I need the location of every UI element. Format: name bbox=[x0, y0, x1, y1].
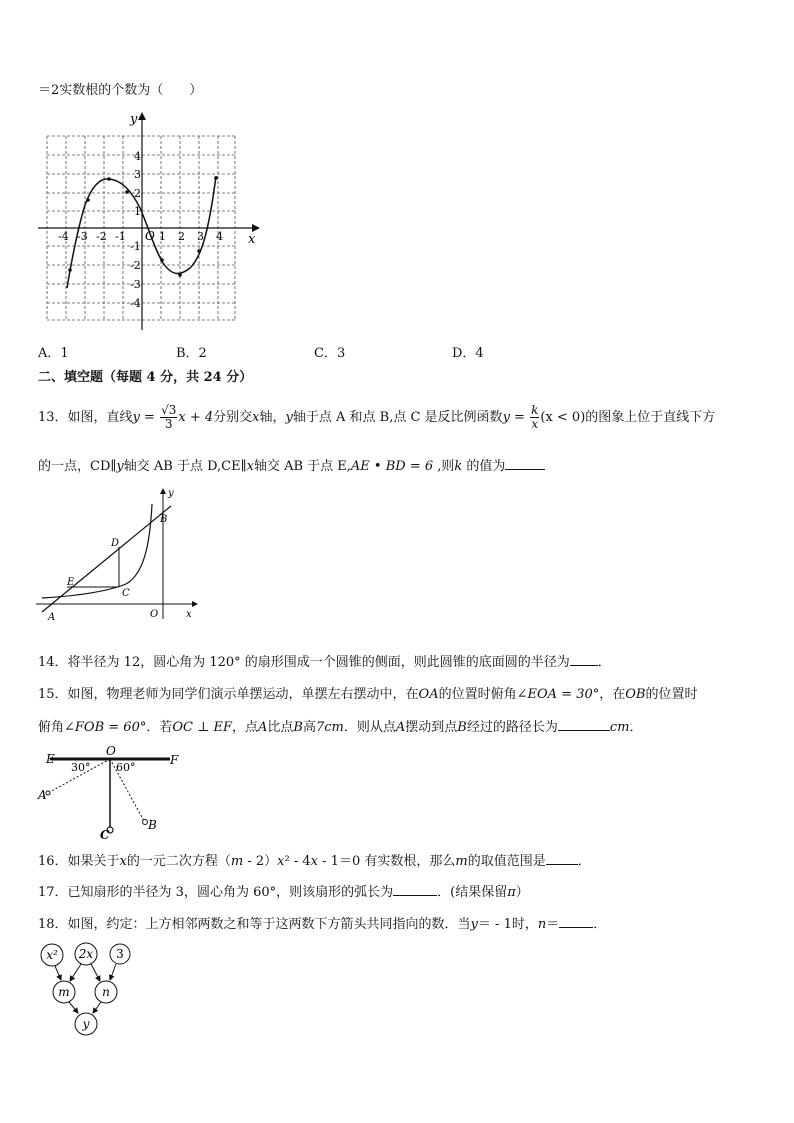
q12-ytick: 2 bbox=[134, 187, 141, 200]
q14-tail: ． bbox=[597, 655, 611, 670]
q15-unit: cm bbox=[609, 720, 630, 735]
q16-x-var: x bbox=[277, 854, 285, 869]
q15-line1 bbox=[38, 686, 698, 704]
q14-answer-blank[interactable] bbox=[570, 653, 598, 666]
q13-eq-y: y bbox=[132, 410, 140, 425]
q15-text: ．则从点 bbox=[343, 720, 396, 735]
q12-xtick: -3 bbox=[77, 230, 88, 243]
q13-eq2-cond: (x < 0) bbox=[540, 410, 586, 425]
q13-x-arrow bbox=[192, 601, 198, 607]
q18-arrow bbox=[70, 964, 81, 981]
q17-text: 17．已知扇形的半径为 3，圆心角为 60°，则该扇形的弧长为 bbox=[38, 885, 394, 900]
q13-frac1-den: 3 bbox=[164, 417, 173, 431]
q15-text: 摆动到点 bbox=[405, 720, 458, 735]
q12-xtick: 2 bbox=[178, 230, 185, 243]
q13-eq2-y: y bbox=[502, 410, 510, 425]
q12-xtick: -2 bbox=[96, 230, 107, 243]
q12-xtick: 1 bbox=[159, 230, 166, 243]
q16-text: - 4 bbox=[289, 854, 311, 869]
q13-label-d: D bbox=[111, 538, 120, 549]
q15-text: 高 bbox=[302, 720, 316, 735]
q13-text: 轴交 AB 于点 E, bbox=[253, 459, 351, 474]
q13-y-var: y bbox=[285, 410, 293, 425]
q12-y-ticks bbox=[130, 150, 141, 310]
q13-eq2-sign: = bbox=[509, 410, 530, 425]
q12-ytick: -2 bbox=[130, 259, 141, 272]
q18-label-mid1: m bbox=[58, 985, 70, 999]
q14-text: 14．将半径为 12，圆心角为 120° 的扇形围成一个圆锥的侧面，则此圆锥的底面圆的半径为 bbox=[38, 655, 570, 670]
q13-frac1 bbox=[160, 404, 177, 431]
q18-arrow bbox=[55, 966, 61, 980]
q13-frac1-num: √3 bbox=[161, 403, 177, 417]
q18-text: ＝ bbox=[546, 917, 560, 932]
q13-label-o: O bbox=[150, 609, 159, 620]
q15-point-b: B bbox=[293, 720, 303, 735]
q15-label-o: O bbox=[106, 745, 116, 758]
q15-perp: OC ⊥ EF bbox=[172, 720, 232, 735]
q13-text: 分别交 bbox=[213, 410, 253, 425]
q13-label-y: y bbox=[168, 488, 174, 499]
q18-answer-blank[interactable] bbox=[559, 915, 593, 928]
q13-eq-rest: x + 4 bbox=[178, 410, 214, 425]
q16-text: 16．如果关于 bbox=[38, 854, 120, 869]
q16-text: - 2） bbox=[243, 854, 278, 869]
q15-line2 bbox=[38, 718, 642, 737]
q12-ytick: -1 bbox=[130, 240, 141, 253]
q15-ob: OB bbox=[625, 687, 646, 702]
q12-y-label: y bbox=[130, 112, 138, 127]
q15-end: ． bbox=[629, 720, 643, 735]
q15-pendulum-figure bbox=[36, 745, 186, 840]
q13-eq-sign: = bbox=[139, 410, 160, 425]
q16-text: - 1＝0 有实数根，那么 bbox=[318, 854, 456, 869]
q13-hyperbola bbox=[42, 504, 152, 598]
q17-pi: π bbox=[507, 885, 516, 900]
q15-angle2: ∠FOB = 60° bbox=[64, 720, 147, 735]
q13-text: 的图象上位于直线下方 bbox=[585, 410, 716, 425]
q12-ytick: -3 bbox=[130, 278, 141, 291]
q15-text: ，点 bbox=[231, 720, 258, 735]
q13-text: 如图，直线 bbox=[67, 410, 133, 425]
q15-label-a: A bbox=[38, 788, 47, 802]
q15-bob-b bbox=[143, 820, 148, 825]
q13-x-var: x bbox=[246, 459, 254, 474]
q15-answer-blank[interactable] bbox=[558, 718, 610, 731]
section-title: 二、填空题（每题 4 分，共 24 分） bbox=[38, 370, 253, 385]
q12-y-arrow bbox=[138, 112, 146, 120]
q18-text: 18．如图，约定：上方相邻两数之和等于这两数下方箭头共同指向的数．当 bbox=[38, 917, 471, 932]
q12-xtick: 3 bbox=[197, 230, 204, 243]
q13-text: 的一点，CD∥ bbox=[38, 459, 117, 474]
q13-k-var: k bbox=[454, 459, 463, 474]
q13-answer-blank[interactable] bbox=[505, 457, 545, 470]
q13-label-e: E bbox=[67, 577, 75, 588]
q13-text: 轴， bbox=[259, 410, 286, 425]
q16-x-var: x bbox=[310, 854, 319, 869]
q13-frac2-den: x bbox=[531, 417, 539, 431]
q15-point-b: B bbox=[457, 720, 467, 735]
q13-text: 轴交 AB 于点 D,CE∥ bbox=[123, 459, 247, 474]
q16-x-var: x bbox=[119, 854, 127, 869]
q12-option-a[interactable]: A．1 bbox=[38, 346, 69, 361]
q15-text: ，在 bbox=[599, 687, 626, 702]
q18-label-top1: x² bbox=[46, 948, 58, 962]
q18-arrow-diagram bbox=[36, 940, 146, 1040]
q15-label-e: E bbox=[46, 752, 55, 766]
q18-label-top2: 2x bbox=[78, 947, 94, 961]
q12-origin-label: O bbox=[145, 229, 155, 243]
q15-text: 的位置时俯角 bbox=[438, 687, 517, 702]
q12-xtick: -1 bbox=[115, 230, 126, 243]
q13-condition: AE • BD = 6 bbox=[350, 459, 434, 474]
q18-label-bottom: y bbox=[82, 1017, 90, 1031]
q13-label-x: x bbox=[186, 609, 192, 620]
q12-x-arrow bbox=[252, 224, 260, 232]
q15-angle-30: 30° bbox=[71, 761, 91, 774]
q16-text: 的一元二次方程（ bbox=[126, 854, 231, 869]
q12-option-d[interactable]: D．4 bbox=[452, 346, 484, 361]
q12-option-c[interactable]: C．3 bbox=[314, 346, 346, 361]
q13-label-c: C bbox=[122, 588, 130, 599]
q18-end: ． bbox=[593, 917, 607, 932]
q12-ytick: 1 bbox=[134, 205, 141, 218]
q15-label-c: C bbox=[100, 828, 110, 840]
q18-arrow bbox=[69, 1002, 78, 1013]
q15-oa: OA bbox=[418, 687, 439, 702]
q13-num: 13． bbox=[38, 410, 68, 425]
q15-height: 7cm bbox=[315, 720, 344, 735]
q17-answer-blank[interactable] bbox=[393, 883, 437, 896]
q18-text: ＝ - 1时， bbox=[477, 917, 538, 932]
q13-frac2 bbox=[530, 404, 539, 431]
q18-arrow bbox=[91, 964, 100, 981]
q18-label-top3: 3 bbox=[116, 947, 124, 961]
q13-line1 bbox=[38, 398, 715, 438]
q12-xtick: 4 bbox=[216, 230, 223, 243]
q14-line bbox=[38, 653, 611, 672]
q15-text: 15．如图，物理老师为同学们演示单摆运动，单摆左右摆动中，在 bbox=[38, 687, 419, 702]
q16-line bbox=[38, 852, 591, 871]
q12-ytick: -4 bbox=[130, 297, 141, 310]
q15-angle1: ∠EOA = 30° bbox=[516, 687, 600, 702]
q12-options bbox=[0, 342, 794, 360]
q13-line2 bbox=[38, 457, 545, 476]
q15-text: 俯角 bbox=[38, 720, 65, 735]
q12-stem-tail: ＝2实数根的个数为（ ） bbox=[38, 83, 203, 98]
q12-option-b[interactable]: B．2 bbox=[176, 346, 207, 361]
q15-label-f: F bbox=[170, 753, 179, 767]
q17-tail: ．(结果保留 bbox=[437, 885, 508, 900]
q15-angle-60: 60° bbox=[116, 761, 136, 774]
q18-line bbox=[38, 915, 606, 934]
q13-label-b: B bbox=[160, 514, 168, 525]
q16-answer-blank[interactable] bbox=[546, 852, 578, 865]
q13-y-var: y bbox=[116, 459, 124, 474]
q18-n-var: n bbox=[537, 917, 547, 932]
q12-ytick: 4 bbox=[134, 150, 141, 163]
q13-figure bbox=[36, 484, 206, 624]
q16-end: ． bbox=[577, 854, 591, 869]
q13-x-var: x bbox=[252, 410, 260, 425]
q13-label-a: A bbox=[48, 612, 56, 623]
q16-text: 的取值范围是 bbox=[467, 854, 546, 869]
q15-text: ．若 bbox=[146, 720, 173, 735]
q13-frac2-num: k bbox=[531, 403, 539, 417]
q13-text: 的值为 bbox=[462, 459, 506, 474]
q13-text: 轴于点 A 和点 B,点 C 是反比例函数 bbox=[292, 410, 503, 425]
q15-point-a: A bbox=[395, 720, 406, 735]
q15-point-a: A bbox=[257, 720, 268, 735]
q18-arrow bbox=[110, 964, 116, 980]
q12-xtick: -4 bbox=[58, 230, 69, 243]
q15-text: 经过的路径长为 bbox=[466, 720, 558, 735]
q17-close: ） bbox=[515, 885, 529, 900]
q15-text: 的位置时 bbox=[645, 687, 698, 702]
q15-label-b: B bbox=[148, 818, 157, 832]
q18-label-mid2: n bbox=[102, 985, 110, 999]
q12-x-label: x bbox=[248, 232, 256, 247]
q18-y-var: y bbox=[470, 917, 478, 932]
q15-text: 比点 bbox=[267, 720, 294, 735]
q12-ytick: 3 bbox=[134, 168, 141, 181]
q13-y-arrow bbox=[160, 488, 166, 494]
q13-text: ,则 bbox=[433, 459, 455, 474]
q16-m-var: m bbox=[230, 854, 244, 869]
q17-line bbox=[38, 883, 529, 902]
q16-m-var: m bbox=[455, 854, 468, 869]
q12-cubic-graph bbox=[30, 108, 270, 333]
q18-arrow bbox=[93, 1002, 101, 1013]
q16-square: ² bbox=[284, 854, 290, 869]
